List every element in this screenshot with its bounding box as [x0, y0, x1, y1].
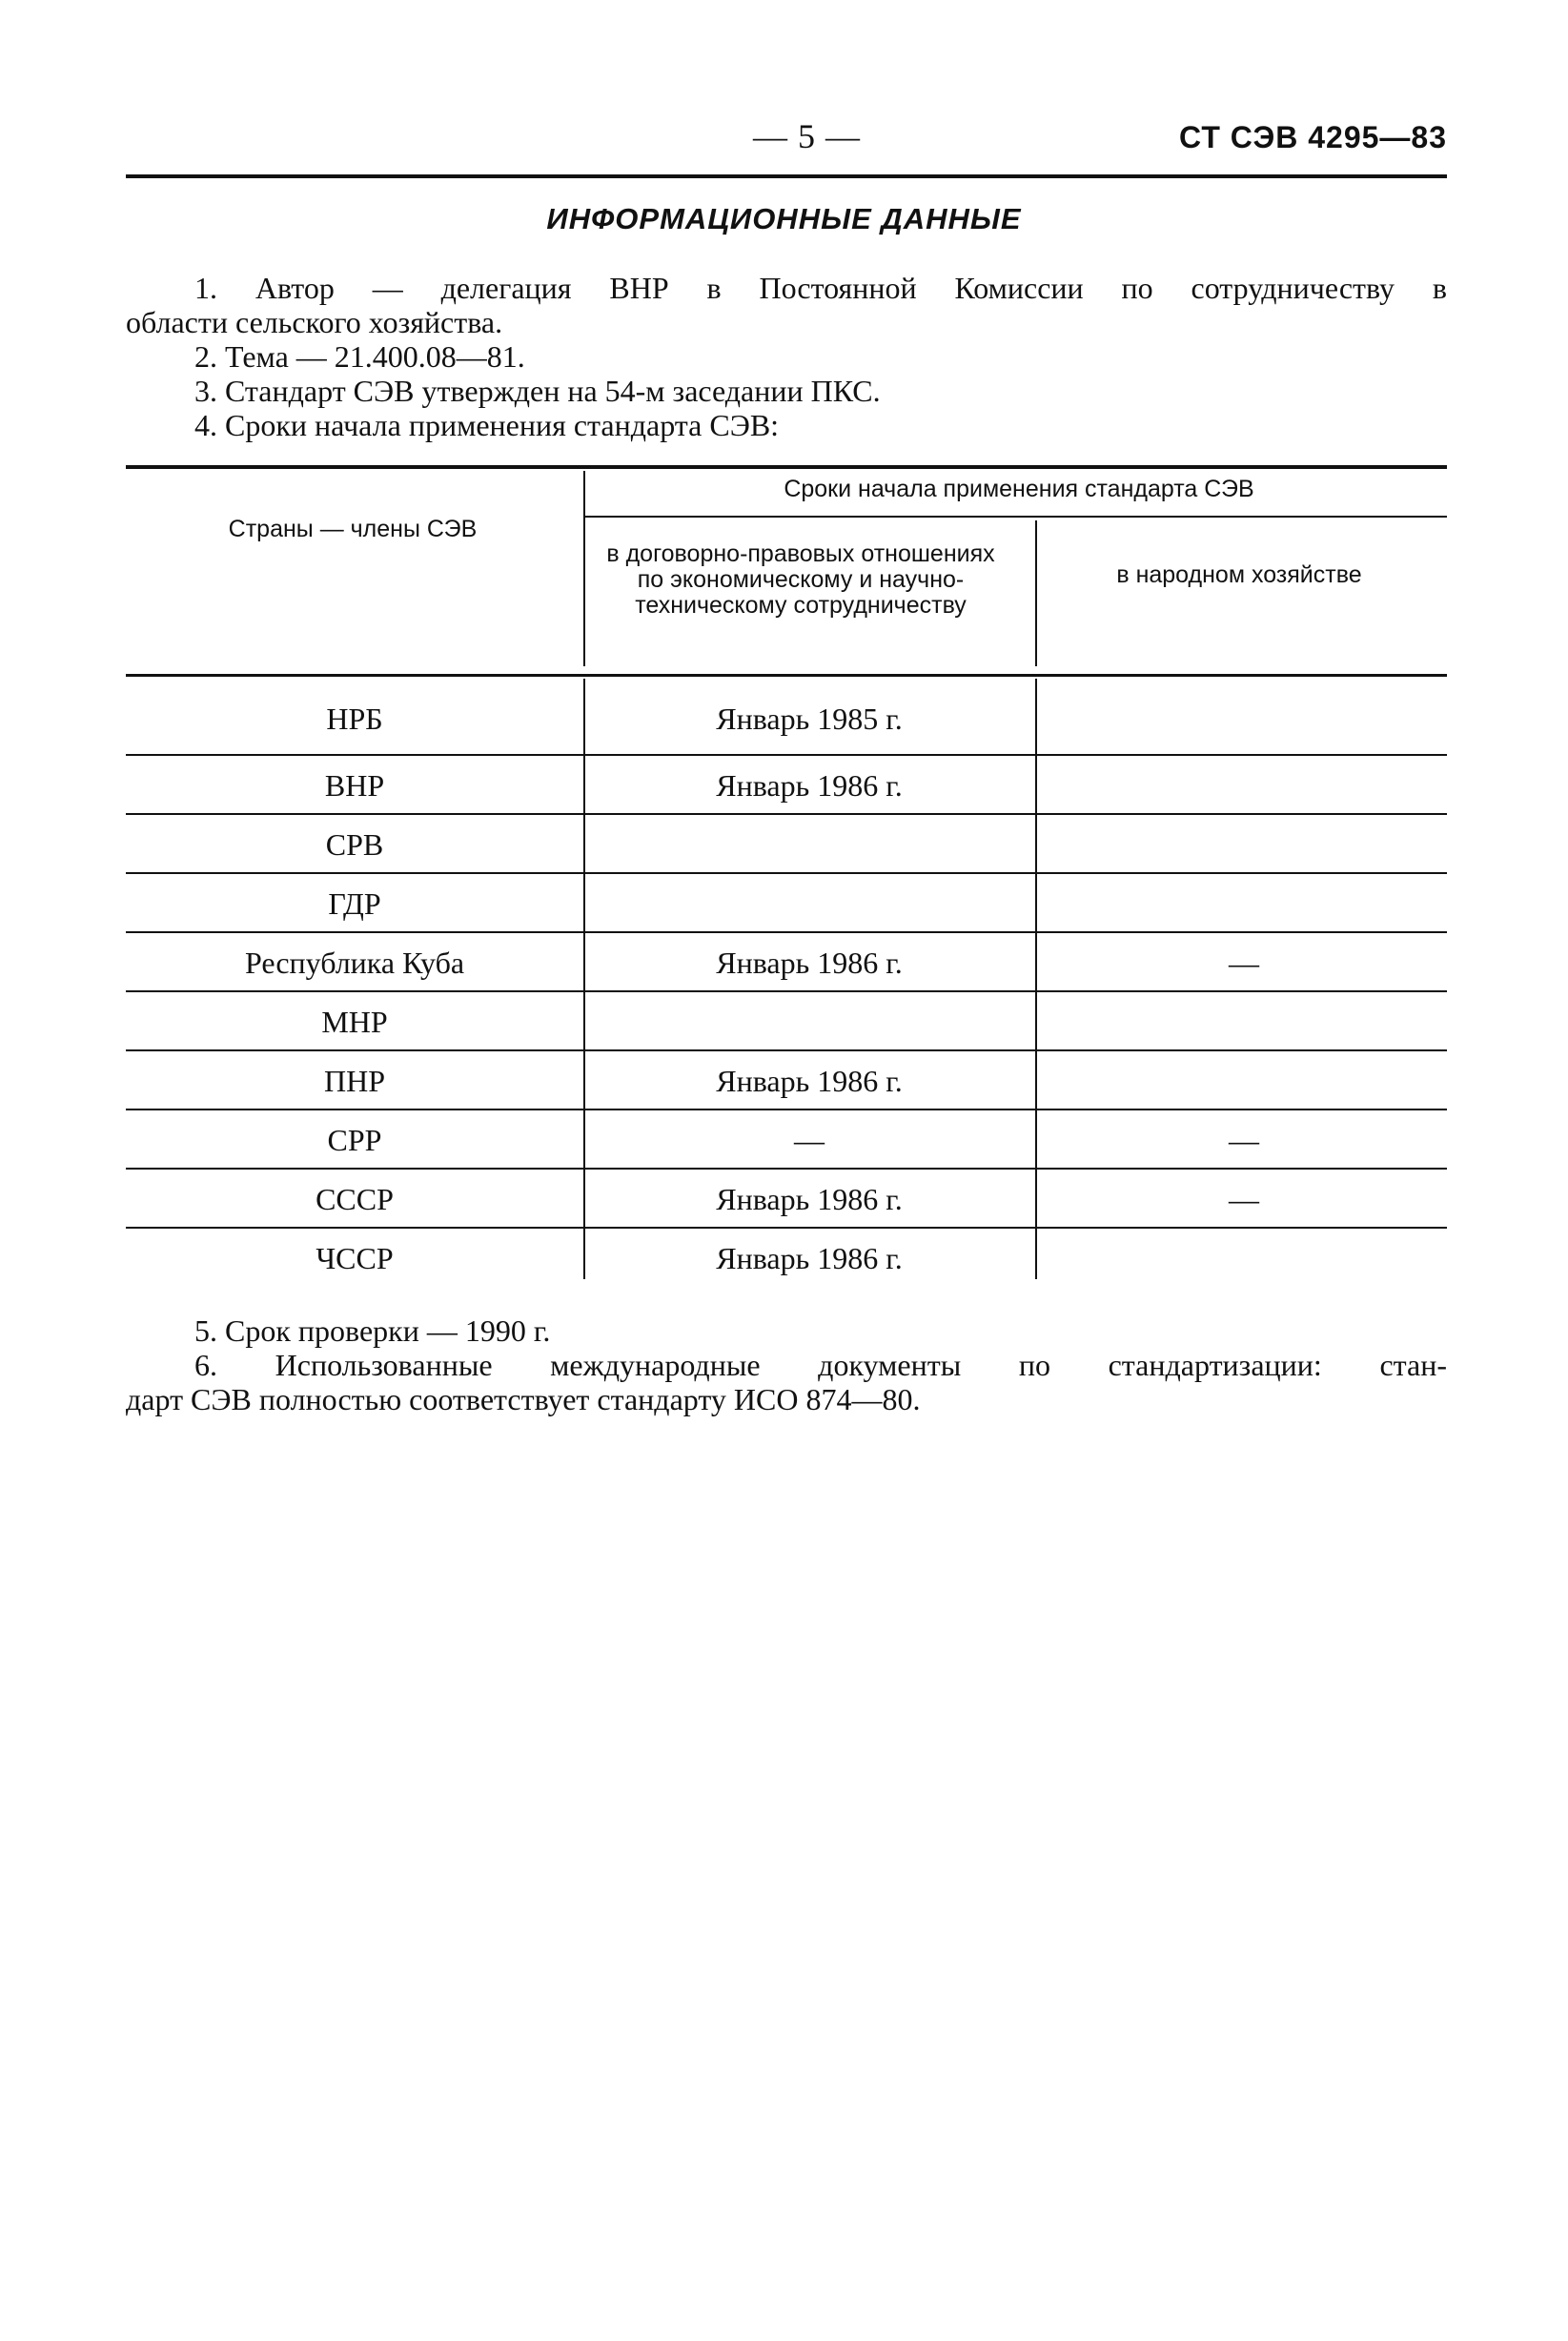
header-national: в народном хозяйстве: [1116, 561, 1362, 588]
row-rule: [126, 1109, 1447, 1110]
row-rule: [126, 1168, 1447, 1170]
country-cell: ВНР: [324, 768, 385, 803]
row-rule: [126, 1049, 1447, 1051]
table-header-rule: [583, 516, 1447, 518]
country-cell: СРР: [327, 1123, 382, 1157]
contract-date-cell: Январь 1986 г.: [716, 1182, 903, 1216]
table-divider-vertical: [1035, 520, 1037, 666]
national-date-cell: —: [1229, 1123, 1259, 1157]
item-6-line-2: дарт СЭВ полностью соответствует стандарту ИСО 874—80.: [126, 1382, 921, 1416]
document-code: СТ СЭВ 4295—83: [1179, 120, 1447, 154]
item-4: 4. Сроки начала применения стандарта СЭВ:: [194, 408, 780, 442]
table-top-rule: [126, 465, 1447, 469]
national-date-cell: —: [1229, 946, 1259, 980]
country-cell: Республика Куба: [244, 946, 465, 980]
row-rule: [126, 813, 1447, 815]
table-body-rule: [126, 674, 1447, 677]
contract-date-cell: Январь 1986 г.: [716, 768, 903, 803]
row-rule: [126, 931, 1447, 933]
item-5: 5. Срок проверки — 1990 г.: [194, 1313, 551, 1348]
contract-date-cell: —: [794, 1123, 825, 1157]
header-contract: в договорно-правовых отношениях по экономическому и научно-техническому сотрудничеству: [606, 540, 995, 619]
header-rule: [126, 174, 1447, 178]
item-2: 2. Тема — 21.400.08—81.: [194, 339, 525, 374]
country-cell: МНР: [321, 1005, 388, 1039]
contract-date-cell: Январь 1986 г.: [716, 1064, 903, 1098]
item-6-line-1: 6. Использованные международные документы по стандартизации: стан-: [194, 1348, 1447, 1382]
header-terms-group: Сроки начала применения стандарта СЭВ: [784, 476, 1254, 502]
country-cell: НРБ: [326, 702, 383, 736]
country-cell: ЧССР: [316, 1241, 394, 1275]
table-divider-vertical: [1035, 679, 1037, 1279]
country-cell: СССР: [316, 1182, 394, 1216]
item-1-line-2: области сельского хозяйства.: [126, 305, 503, 339]
row-rule: [126, 1227, 1447, 1229]
row-rule: [126, 754, 1447, 756]
contract-date-cell: Январь 1985 г.: [716, 702, 903, 736]
national-date-cell: —: [1229, 1182, 1259, 1216]
contract-date-cell: Январь 1986 г.: [716, 946, 903, 980]
section-title: ИНФОРМАЦИОННЫЕ ДАННЫЕ: [546, 202, 1022, 235]
item-3: 3. Стандарт СЭВ утвержден на 54-м заседании ПКС.: [194, 374, 881, 408]
page-number: — 5 —: [753, 117, 861, 155]
row-rule: [126, 990, 1447, 992]
country-cell: ГДР: [328, 886, 381, 921]
row-rule: [126, 872, 1447, 874]
contract-date-cell: Январь 1986 г.: [716, 1241, 903, 1275]
table-divider-vertical: [583, 679, 585, 1279]
table-divider-vertical: [583, 471, 585, 666]
country-cell: СРВ: [325, 827, 384, 862]
header-countries: Страны — члены СЭВ: [228, 516, 478, 542]
country-cell: ПНР: [323, 1064, 385, 1098]
item-1-line-1: 1. Автор — делегация ВНР в Постоянной Комиссии по сотрудничеству в: [194, 271, 1447, 305]
